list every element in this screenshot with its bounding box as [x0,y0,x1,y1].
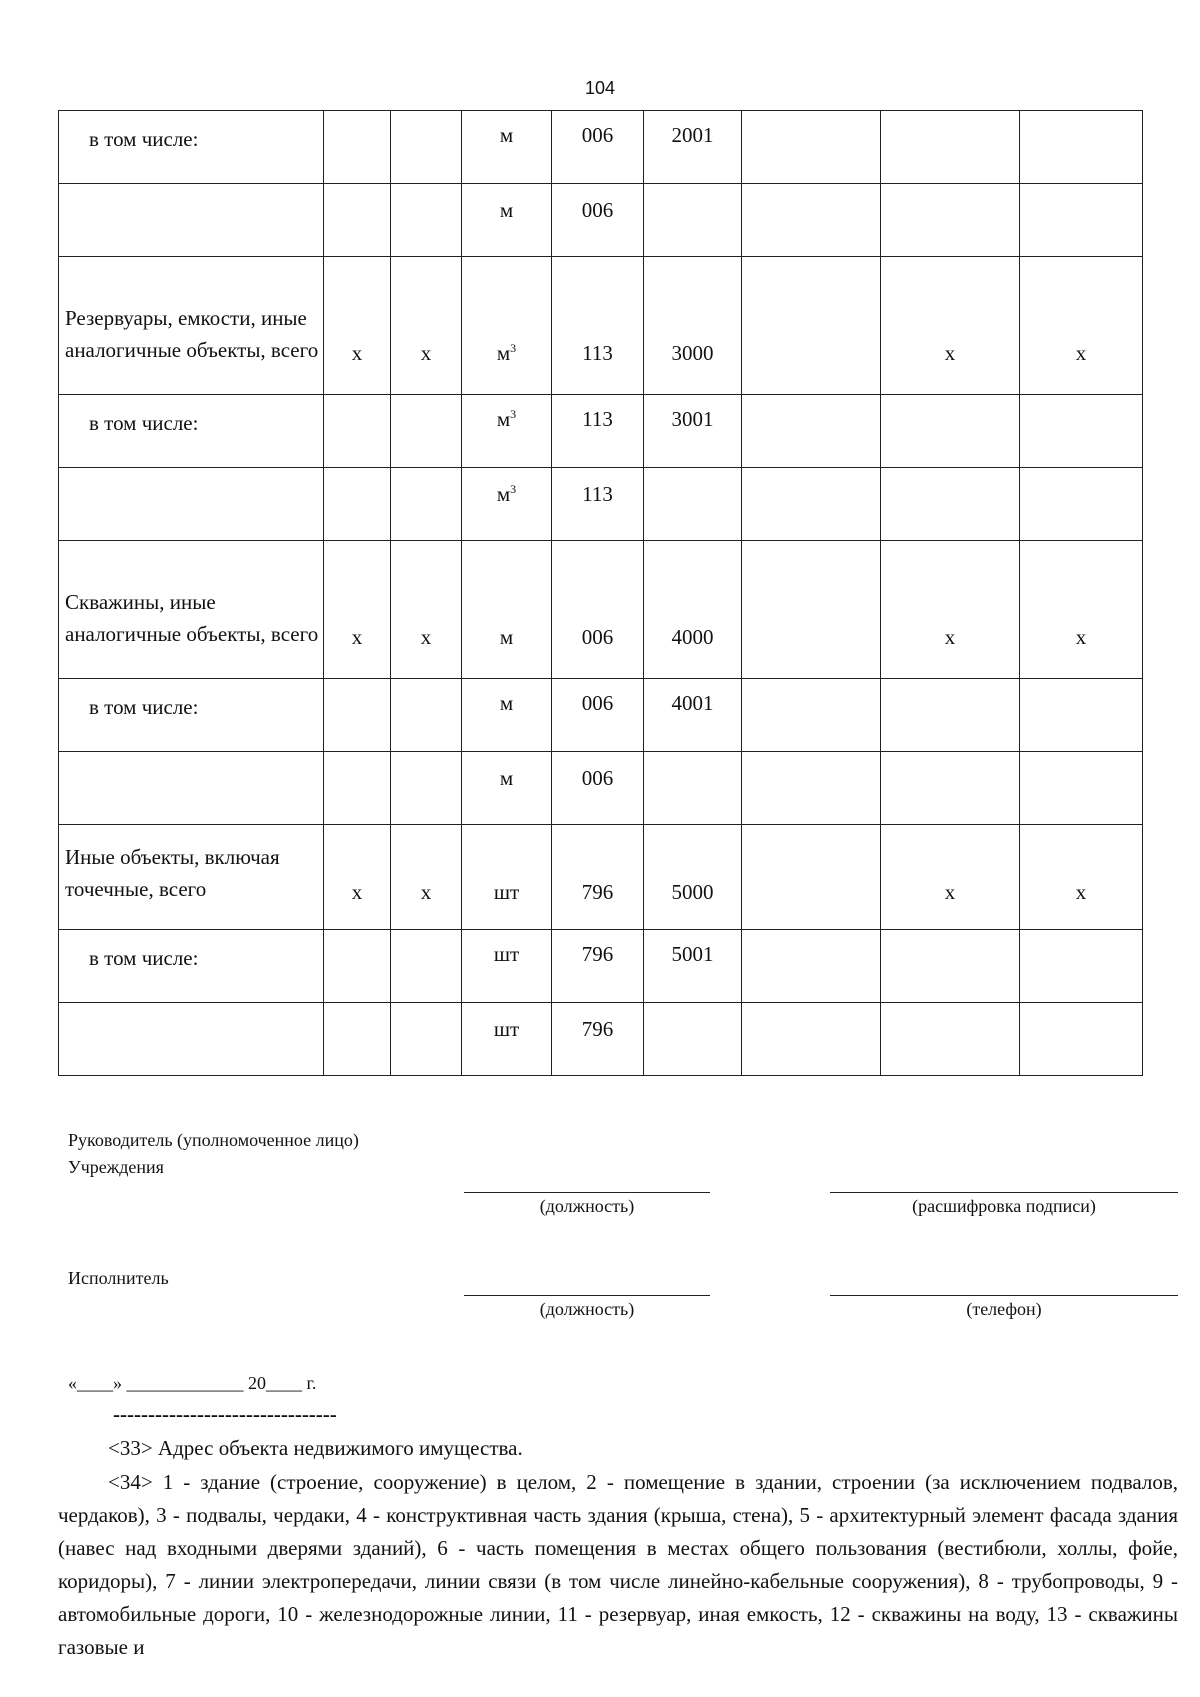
unit-superscript: 3 [510,341,517,355]
cell-col8 [881,184,1020,257]
line-code-cell: 4001 [644,679,742,752]
okei-code-cell: 006 [552,752,644,825]
cell-col2 [324,395,391,468]
cell-col3 [391,395,462,468]
table-row [59,111,1143,184]
table-row [59,752,1143,825]
cell-col8: x [881,825,1020,930]
unit-text: м [499,691,514,715]
table-row [59,679,1143,752]
unit-text: м [499,625,514,649]
cell-col2: x [324,825,391,930]
unit-cell [462,752,552,825]
okei-code-cell: 006 [552,679,644,752]
object-name-cell: в том числе: [59,679,324,752]
line-code-cell [644,184,742,257]
table-row [59,184,1143,257]
cell-col3 [391,468,462,541]
object-name-cell [59,1003,324,1076]
executor-position-caption: (должность) [539,1299,635,1319]
cell-col7 [742,930,881,1003]
line-code-cell: 2001 [644,111,742,184]
cell-col7 [742,825,881,930]
cell-col3 [391,930,462,1003]
unit-cell [462,184,552,257]
footnote-33: <33> Адрес объекта недвижимого имущества. [108,1436,523,1460]
unit-superscript: 3 [510,407,517,421]
cell-col3: x [391,825,462,930]
object-name-cell: в том числе: [59,930,324,1003]
cell-col2 [324,111,391,184]
table-row [59,825,1143,930]
line-code-cell: 3000 [644,257,742,395]
cell-col9 [1020,930,1143,1003]
cell-col8: x [881,257,1020,395]
cell-col3 [391,184,462,257]
cell-col9: x [1020,541,1143,679]
okei-code-cell: 006 [552,184,644,257]
cell-col2: x [324,541,391,679]
unit-cell [462,395,552,468]
executor-phone-line [830,1295,1178,1296]
cell-col9 [1020,184,1143,257]
object-name-cell [59,468,324,541]
unit-text: м [499,198,514,222]
unit-cell [462,825,552,930]
line-code-cell: 5001 [644,930,742,1003]
cell-col9 [1020,395,1143,468]
okei-code-cell: 006 [552,541,644,679]
date-line: «____» _____________ 20____ г. [68,1373,317,1393]
okei-code-cell: 796 [552,1003,644,1076]
cell-col7 [742,1003,881,1076]
unit-cell [462,1003,552,1076]
cell-col2 [324,679,391,752]
cell-col9: x [1020,257,1143,395]
cell-col8 [881,395,1020,468]
cell-col8 [881,752,1020,825]
executor-label: Исполнитель [68,1268,169,1288]
cell-col7 [742,184,881,257]
cell-col2: x [324,257,391,395]
unit-text: шт [493,942,520,966]
cell-col7 [742,541,881,679]
cell-col9 [1020,679,1143,752]
line-code-cell: 3001 [644,395,742,468]
object-name-cell [59,752,324,825]
object-name-cell: Иные объекты, включая точечные, всего [59,825,324,930]
unit-text: шт [493,880,520,904]
position-signature-line [464,1192,710,1193]
cell-col7 [742,752,881,825]
object-name-cell: Скважины, иные аналогичные объекты, всего [59,541,324,679]
unit-text: м [496,407,511,431]
line-code-cell [644,468,742,541]
okei-code-cell: 006 [552,111,644,184]
cell-col8 [881,468,1020,541]
cell-col2 [324,468,391,541]
decoding-signature-line [830,1192,1178,1193]
line-code-cell [644,1003,742,1076]
line-code-cell: 5000 [644,825,742,930]
cell-col8 [881,679,1020,752]
cell-col7 [742,468,881,541]
okei-code-cell: 113 [552,257,644,395]
cell-col3 [391,752,462,825]
unit-text: шт [493,1017,520,1041]
cell-col7 [742,257,881,395]
table-row [59,541,1143,679]
page-number: 104 [584,78,616,98]
cell-col3 [391,679,462,752]
cell-col8 [881,1003,1020,1076]
cell-col3: x [391,257,462,395]
object-name-cell: в том числе: [59,111,324,184]
decoding-caption: (расшифровка подписи) [912,1196,1096,1216]
table-row [59,930,1143,1003]
cell-col2 [324,752,391,825]
footnote-34: <34> 1 - здание (строение, сооружение) в целом, 2 - помещение в здании, строении (за исключением подвалов, чердаков), 3 - подвалы, чердаки, 4 - конструктивная часть здания (крыша, стена), 5 - архитектурный элемент фасада здания (навес над входными дверями зданий), 6 - часть помещения в местах общего пользования (вестибюли, холлы, фойе, коридоры), 7 - линии электропередачи, линии связи (в том числе линейно-кабельные сооружения), 8 - трубопроводы, 9 - автомобильные дороги, 10 - железнодорожные линии, 11 - резервуар, иная емкость, 12 - скважины на воду, 13 - скважины газовые и [58,1470,1178,1659]
unit-cell [462,930,552,1003]
cell-col8 [881,111,1020,184]
cell-col7 [742,111,881,184]
executor-position-line [464,1295,710,1296]
cell-col9 [1020,752,1143,825]
head-label-line2: Учреждения [68,1157,164,1177]
cell-col7 [742,679,881,752]
cell-col2 [324,1003,391,1076]
unit-cell [462,541,552,679]
table-row [59,1003,1143,1076]
unit-text: м [496,482,511,506]
line-code-cell: 4000 [644,541,742,679]
okei-code-cell: 113 [552,395,644,468]
cell-col9 [1020,468,1143,541]
head-label-line1: Руководитель (уполномоченное лицо) [68,1130,359,1150]
okei-code-cell: 796 [552,930,644,1003]
unit-text: м [499,123,514,147]
position-caption: (должность) [539,1196,635,1216]
unit-superscript: 3 [510,482,517,496]
unit-text: м [499,766,514,790]
cell-col2 [324,930,391,1003]
table-row [59,468,1143,541]
unit-cell [462,111,552,184]
cell-col8: x [881,541,1020,679]
cell-col3: x [391,541,462,679]
unit-cell [462,257,552,395]
property-table [58,110,1143,1076]
cell-col9 [1020,1003,1143,1076]
unit-text: м [496,341,511,365]
footnote-separator: -------------------------------- [113,1402,337,1426]
table-row [59,257,1143,395]
line-code-cell [644,752,742,825]
cell-col3 [391,111,462,184]
phone-caption: (телефон) [966,1299,1042,1319]
okei-code-cell: 796 [552,825,644,930]
okei-code-cell: 113 [552,468,644,541]
cell-col7 [742,395,881,468]
object-name-cell: в том числе: [59,395,324,468]
table-row [59,395,1143,468]
cell-col9: x [1020,825,1143,930]
cell-col2 [324,184,391,257]
unit-cell [462,679,552,752]
cell-col9 [1020,111,1143,184]
cell-col8 [881,930,1020,1003]
object-name-cell: Резервуары, емкости, иные аналогичные объекты, всего [59,257,324,395]
object-name-cell [59,184,324,257]
cell-col3 [391,1003,462,1076]
unit-cell [462,468,552,541]
